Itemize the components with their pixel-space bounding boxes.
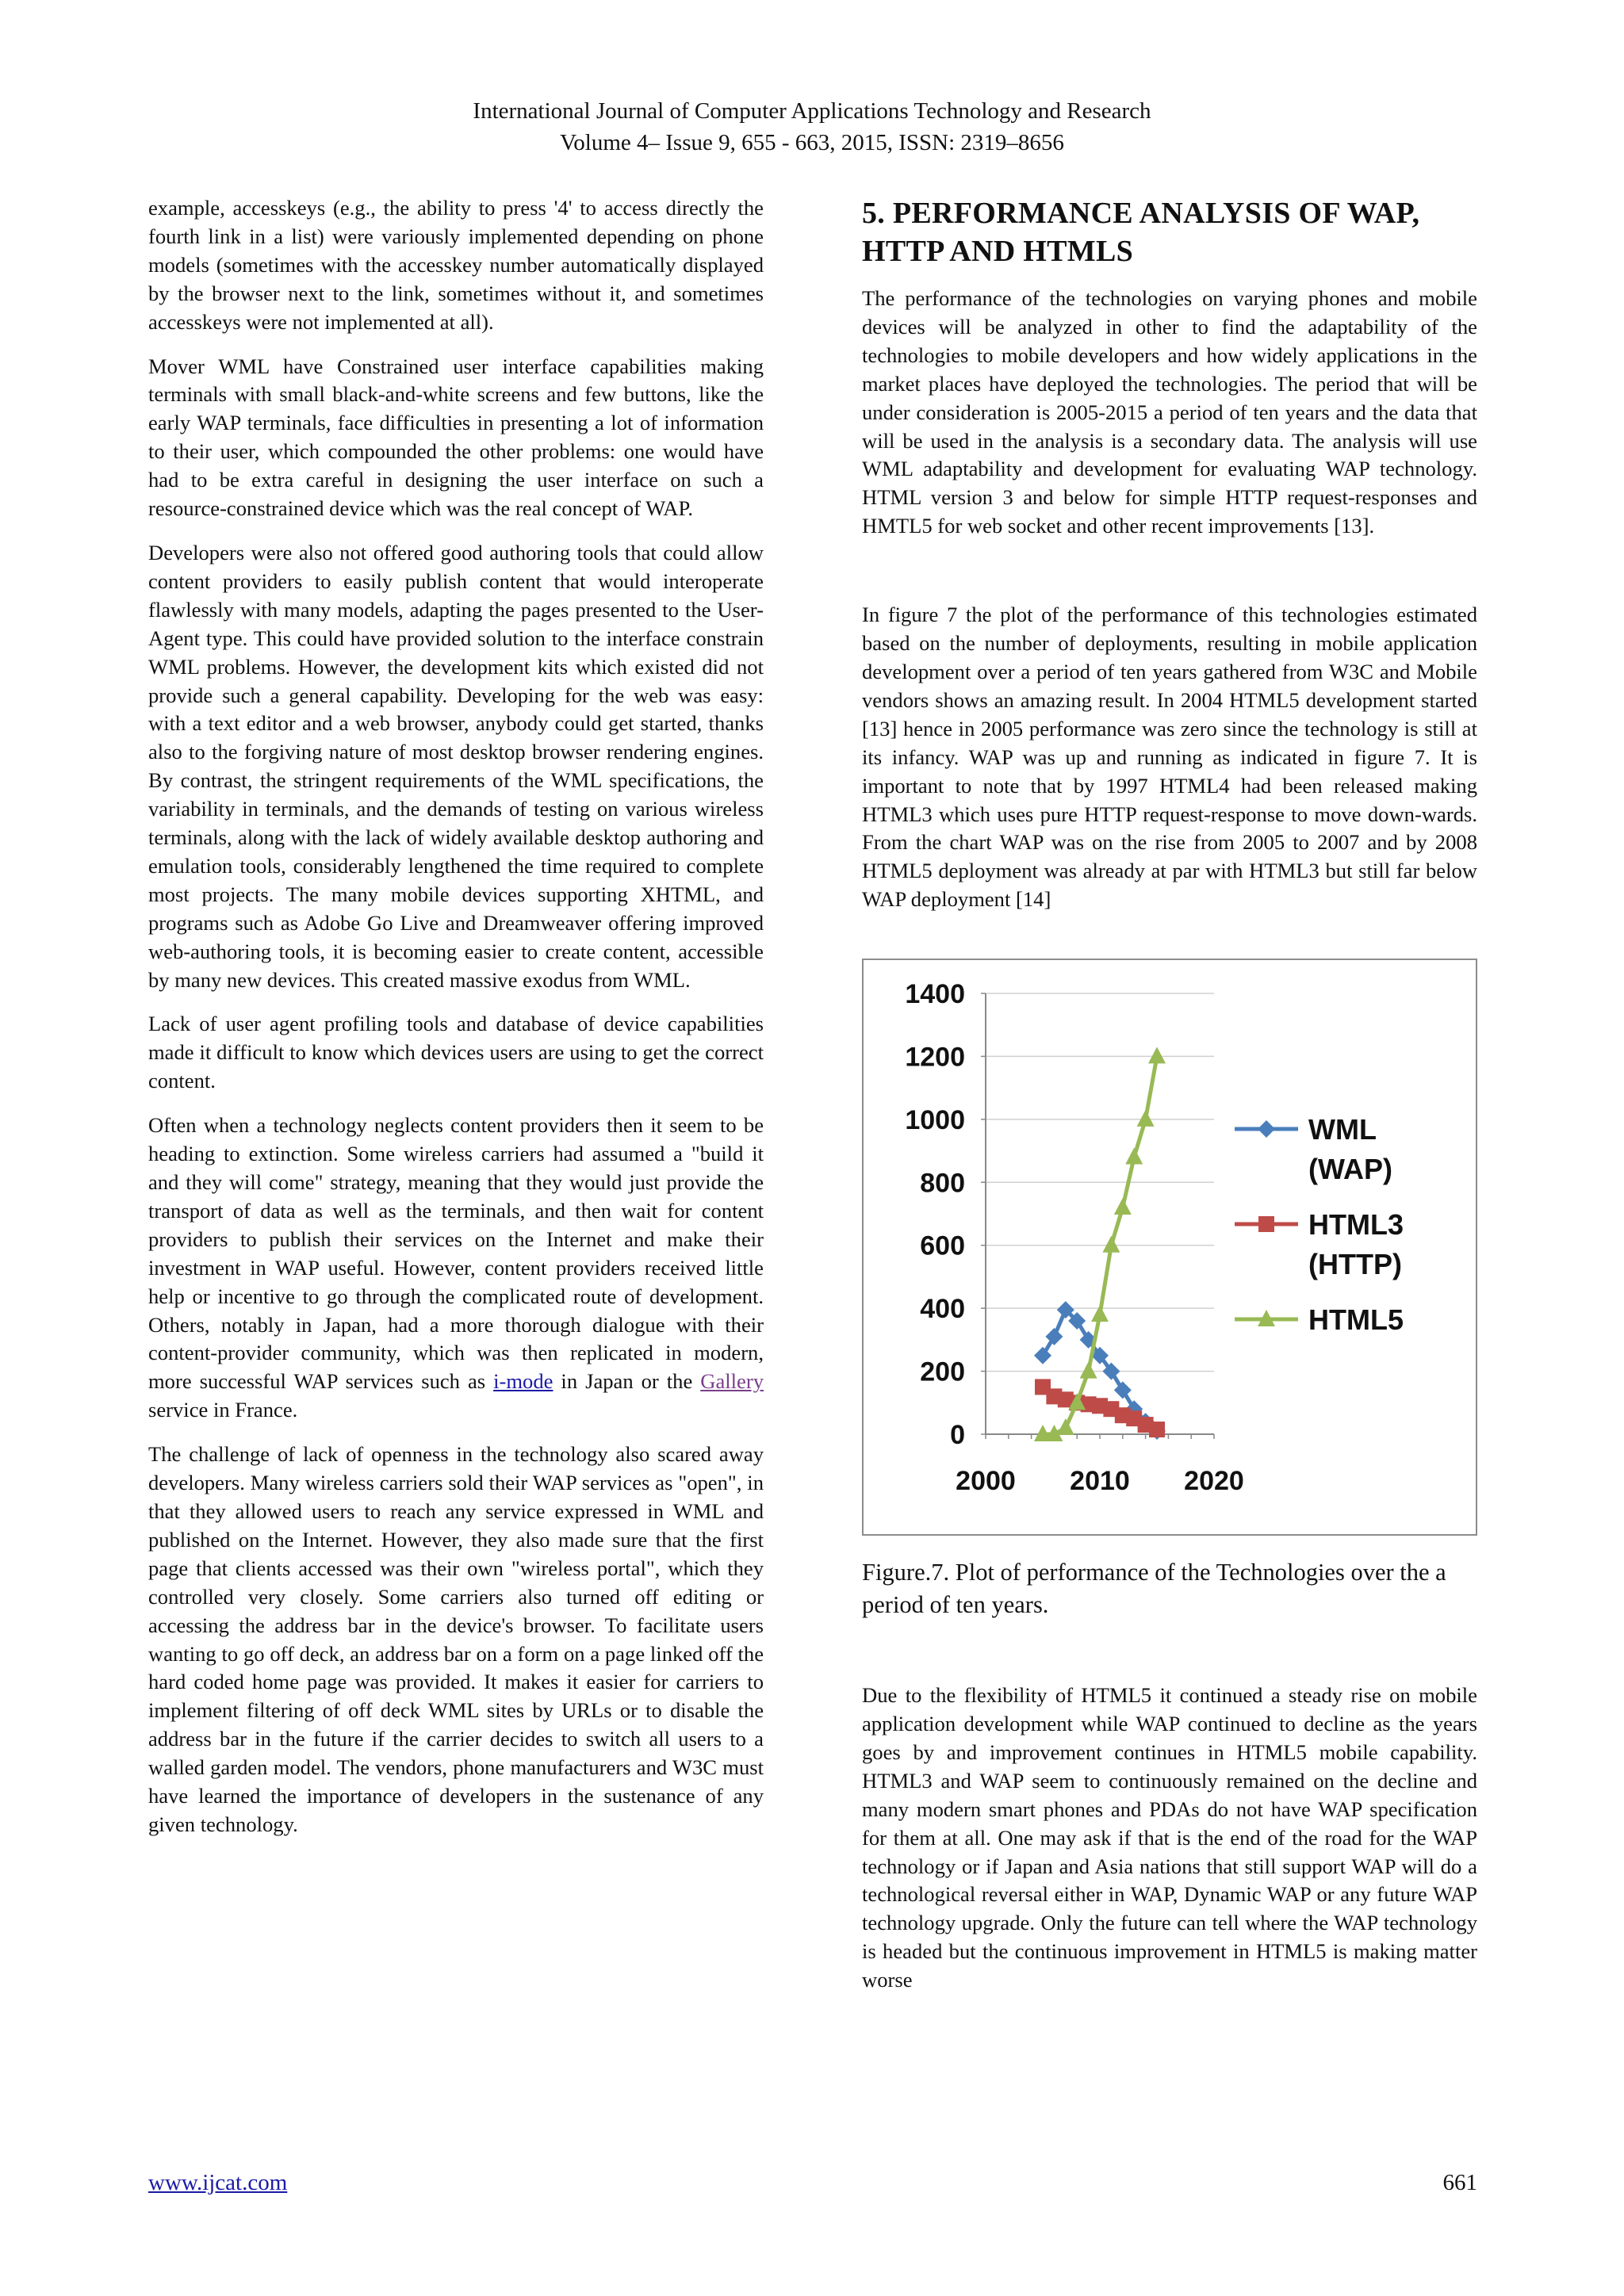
- paragraph: Lack of user agent profiling tools and database of device capabilities made it difficult to know which devices users are using to get the correct content.: [148, 1012, 764, 1093]
- left-column: [148, 194, 764, 1855]
- y-tick-label: 1200: [905, 1042, 965, 1073]
- y-tick-label: 0: [950, 1420, 965, 1451]
- section-title: 5. PERFORMANCE ANALYSIS OF WAP, HTTP AND HTMLS: [862, 197, 1420, 268]
- legend-label: WML: [1308, 1113, 1377, 1146]
- paragraph: Due to the flexibility of HTML5 it continued a steady rise on mobile application development while WAP continued to decline as the years goes by and improvement continues in HTML5 mobile capability. HTML3 and WAP seem to continuously remained on the decline and many modern smart phones and PDAs do not have WAP specification for them at all. One may ask if that is the end of the road for the WAP technology or if Japan and Asia nations that still support WAP will do a technological reversal either in WAP, Dynamic WAP or any future WAP technology upgrade. Only the future can tell where the WAP technology is headed but the continuous improvement in HTML5 is making matter worse: [862, 1683, 1477, 1992]
- y-tick-label: 600: [920, 1230, 965, 1261]
- legend-label: HTML5: [1308, 1303, 1404, 1337]
- figure-caption: Figure.7. Plot of performance of the Technologies over the a period of ten years.: [862, 1559, 1446, 1619]
- x-tick-label: 2010: [1070, 1466, 1130, 1497]
- y-tick-label: 400: [920, 1294, 965, 1325]
- paragraph-text: Often when a technology neglects content providers then it seem to be heading to extinction. Some wireless carriers had assumed a "build it and they will come" strategy, meaning that they would just provide the transport of data as well as the terminals, and then wait for content providers to publish their services on the Internet and make their investment in WAP useful. However, content providers received little help or incentive to go through the complicated route of development. Others, notably in Japan, had a more thorough dialogue with their content-provider community, which was then replicated in modern, more successful WAP services such as: [148, 1113, 764, 1394]
- page-number: 661: [1442, 2170, 1477, 2195]
- journal-title: International Journal of Computer Applications Technology and Research: [473, 98, 1151, 124]
- i-mode-link[interactable]: i-mode: [493, 1369, 553, 1394]
- paragraph-text: in Japan or the: [553, 1369, 701, 1394]
- paragraph: Mover WML have Constrained user interface capabilities making terminals with small black-and-white screens and few buttons, like the early WAP terminals, face difficulties in presenting a lot of information to their user, which compounded the other problems: one would have had to be extra careful in designing the user interface on such a resource-constrained device which was the real concept of WAP.: [148, 354, 764, 521]
- y-tick-label: 1400: [905, 979, 965, 1010]
- legend-marker: [1258, 1216, 1274, 1232]
- journal-volume: Volume 4– Issue 9, 655 - 663, 2015, ISSN: 2319–8656: [560, 130, 1064, 155]
- y-tick-label: 1000: [905, 1104, 965, 1135]
- legend-label: (WAP): [1308, 1153, 1392, 1186]
- x-tick-label: 2000: [956, 1466, 1016, 1497]
- paragraph-text: service in France.: [148, 1398, 298, 1422]
- gallery-link[interactable]: Gallery: [700, 1369, 764, 1394]
- paragraph: example, accesskeys (e.g., the ability to press '4' to access directly the fourth link in a list) were variously implemented depending on phone models (sometimes with the accesskey number automatically displayed by the browser next to the link, sometimes without it, and sometimes accesskeys were not implemented at all).: [148, 196, 764, 334]
- paragraph: [148, 1112, 764, 1425]
- paragraph: The challenge of lack of openness in the technology also scared away developers. Many wireless carriers sold their WAP services as "open", in that they allowed users to reach any service expressed in WML and published on the Internet. However, they also made sure that the first page that clients accessed was their own "wireless portal", which they controlled very closely. Some carriers also turned off editing or accessing the address bar in the device's browser. To facilitate users wanting to go off deck, an address bar on a form on a page linked off the hard coded home page was provided. It makes it easier for carriers to implement filtering of off deck WML sites by URLs or to disable the address bar in the future if the carrier decides to switch all users to a walled garden model. The vendors, phone manufacturers and W3C must have learned the importance of developers in the sustenance of any given technology.: [148, 1442, 764, 1836]
- figure-7-chart: [862, 959, 1477, 1536]
- paragraph: Developers were also not offered good authoring tools that could allow content providers to easily publish content that would interoperate flawlessly with many models, adapting the pages presented to the User-Agent type. This could have provided solution to the interface constrain WML problems. However, the development kits which existed did not provide such a general capability. Developing for the web was easy: with a text editor and a web browser, anybody could get started, thanks also to the forgiving nature of most desktop browser rendering engines. By contrast, the stringent requirements of the WML specifications, the variability in terminals, and the demands of testing on various wireless terminals, along with the lack of widely available desktop authoring and emulation tools, considerably lengthened the time required to complete most projects. The many mobile devices supporting XHTML, and programs such as Adobe Go Live and Dreamweaver offering improved web-authoring tools, it is becoming easier to create content, accessible by many new devices. This created massive exodus from WML.: [148, 540, 764, 992]
- right-column: [862, 194, 1477, 2011]
- paragraph: In figure 7 the plot of the performance of this technologies estimated based on the number of deployments, resulting in mobile application development over a period of ten years gathered from W3C and Mobile vendors shows an amazing result. In 2004 HTML5 development started [13] hence in 2005 performance was zero since the technology is still at its infancy. WAP was up and running as indicated in figure 7. It is important to note that by 1997 HTML4 had been released making HTML3 which uses pure HTTP request-response to move down-wards. From the chart WAP was on the rise from 2005 to 2007 and by 2008 HTML5 deployment was already at par with HTML3 but still far below WAP deployment [14]: [862, 603, 1477, 912]
- y-tick-label: 200: [920, 1357, 965, 1387]
- journal-header: [0, 95, 1624, 159]
- data-point: [1149, 1422, 1165, 1437]
- x-tick-label: 2020: [1184, 1466, 1244, 1497]
- journal-url-link[interactable]: www.ijcat.com: [148, 2170, 288, 2195]
- y-tick-label: 800: [920, 1168, 965, 1199]
- paragraph: The performance of the technologies on varying phones and mobile devices will be analyzed in other to find the adaptability of the technologies to mobile developers and how widely applications in the market places have deployed the technologies. The period that will be under consideration is 2005-2015 a period of ten years and the data that will be used in the analysis is a secondary data. The analysis will use WML adaptability and development for evaluating WAP technology. HTML version 3 and below for simple HTTP request-responses and HMTL5 for web socket and other recent improvements [13].: [862, 286, 1477, 538]
- line-chart: [862, 959, 1477, 1536]
- legend-label: (HTTP): [1308, 1248, 1402, 1281]
- legend-label: HTML3: [1308, 1208, 1404, 1242]
